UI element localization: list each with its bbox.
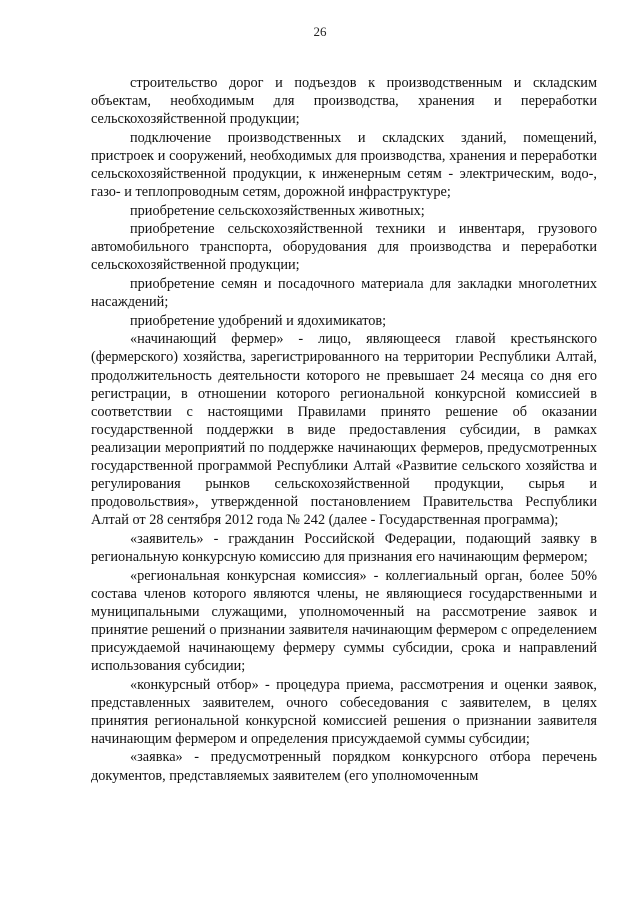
paragraph: приобретение семян и посадочного материала для закладки многолетних насаждений; — [91, 276, 597, 311]
paragraph: «заявитель» - гражданин Российской Федерации, подающий заявку в региональную конкурсную комиссию для признания его начинающим фермером; — [91, 530, 597, 565]
paragraph: приобретение сельскохозяйственных животных; — [130, 202, 425, 219]
document-body — [91, 74, 597, 785]
paragraph: строительство дорог и подъездов к производственным и складским объектам, необходимым для производства, хранения и переработки сельскохозяйственной продукции; — [91, 75, 597, 128]
page-number: 26 — [313, 24, 327, 39]
paragraph: «конкурсный отбор» - процедура приема, рассмотрения и оценки заявок, представленных заявителем, очного собеседования с заявителем, в целях принятия региональной конкурсной комиссией решения о признании заявителя начинающим фермером и определения присуждаемой суммы субсидии; — [91, 676, 597, 747]
paragraph: подключение производственных и складских зданий, помещений, пристроек и сооружений, необходимых для производства, хранения и переработки сельскохозяйственной продукции, к инженерным сетям - электрическим, водо-, газо- и теплопроводным сетям, дорожной инфраструктуре; — [91, 129, 597, 201]
paragraph: «заявка» - предусмотренный порядком конкурсного отбора перечень документов, представляемых заявителем (его уполномоченным — [91, 749, 597, 784]
paragraph: приобретение удобрений и ядохимикатов; — [130, 312, 387, 329]
paragraph: «начинающий фермер» - лицо, являющееся главой крестьянского (фермерского) хозяйства, зарегистрированного на территории Республики Алтай, продолжительность деятельности которого не превышает 24 месяца со дня его регистрации, в отношении которого региональной конкурсной комиссией в соответствии с настоящими Правилами принято решение об оказании государственной поддержки в виде предоставления субсидии, в рамках реализации мероприятий по поддержке начинающих фермеров, предусмотренных государственной программой Республики Алтай «Развитие сельского хозяйства и регулирования рынков сельскохозяйственной продукции, сырья и продовольствия», утвержденной постановлением Правительства Республики Алтай от 28 сентября 2012 года № 242 (далее - Государственная программа); — [91, 331, 597, 529]
paragraph: «региональная конкурсная комиссия» - коллегиальный орган, более 50% состава членов которого являются члены, не являющиеся государственными и муниципальными служащими, уполномоченный на рассмотрение заявок и принятие решений о признании заявителя начинающим фермером с определением присуждаемой начинающему фермеру суммы субсидии, срока и направлений использования субсидии; — [91, 567, 597, 674]
paragraph: приобретение сельскохозяйственной техники и инвентаря, грузового автомобильного транспорта, оборудования для производства и переработки сельскохозяйственной продукции; — [91, 221, 597, 274]
